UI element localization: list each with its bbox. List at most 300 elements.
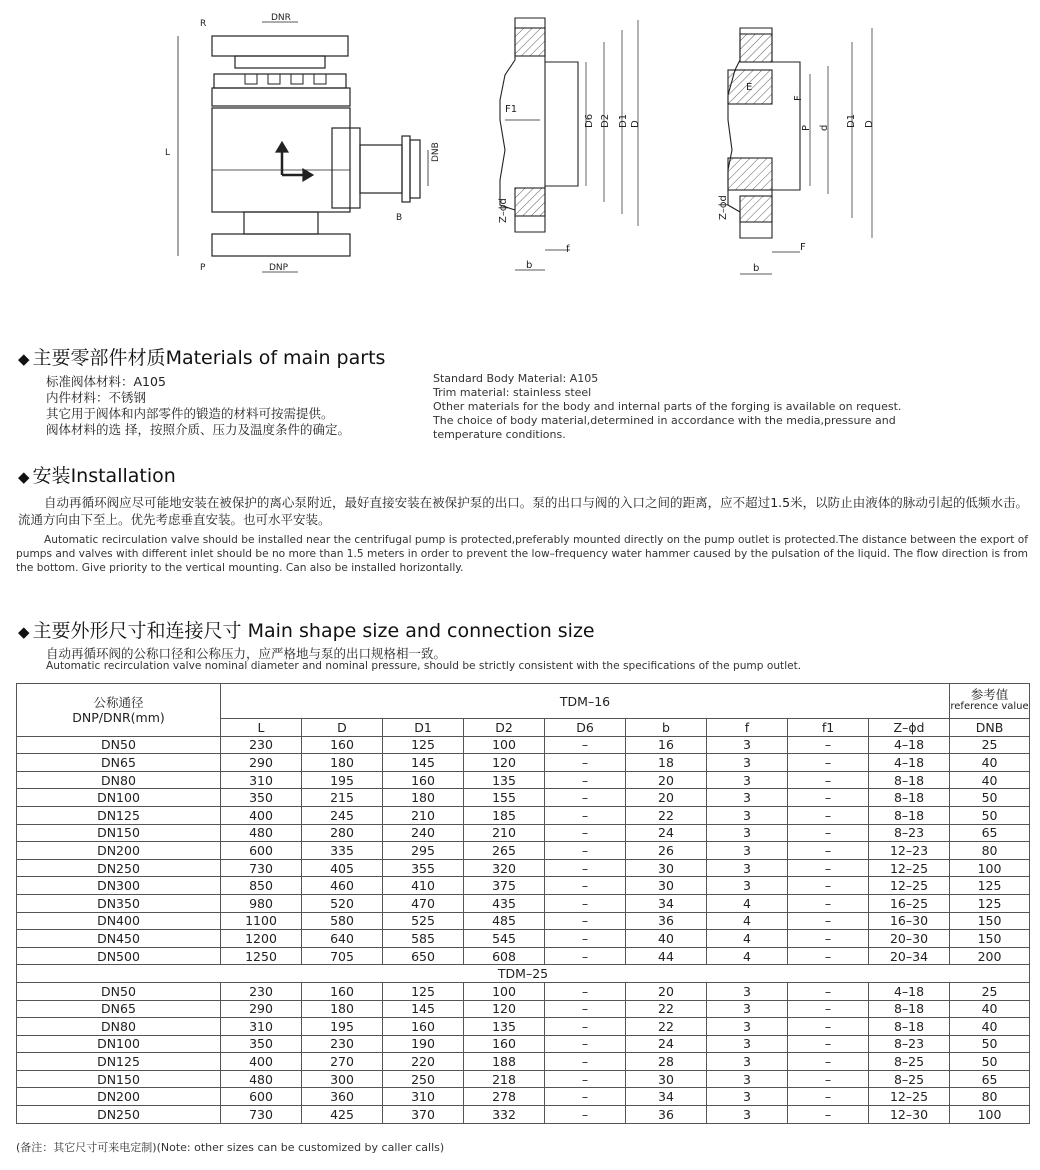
- table-cell: –: [788, 1000, 869, 1018]
- materials-en-line: The choice of body material,determined in accordance with the media,pressure and: [433, 414, 896, 427]
- nominal-header-cn: 公称通径: [93, 694, 144, 710]
- table-cell: 135: [464, 771, 545, 789]
- svg-text:DNR: DNR: [271, 13, 291, 23]
- table-cell: 25: [950, 982, 1030, 1000]
- table-cell: –: [788, 842, 869, 860]
- table-cell: 410: [383, 877, 464, 895]
- table-row: [17, 982, 1030, 1000]
- table-cell: 30: [626, 1070, 707, 1088]
- table-cell: 34: [626, 1088, 707, 1106]
- table-row: [17, 1053, 1030, 1071]
- table-cell: 310: [221, 1018, 302, 1036]
- table-cell: 16–30: [869, 912, 950, 930]
- table-cell: –: [545, 894, 626, 912]
- table-cell: 3: [707, 1018, 788, 1036]
- table-cell: 730: [221, 1106, 302, 1124]
- table-cell: 8–23: [869, 824, 950, 842]
- table-cell: 300: [302, 1070, 383, 1088]
- table-cell: 4–18: [869, 736, 950, 754]
- table-cell: –: [788, 912, 869, 930]
- table-cell: 400: [221, 806, 302, 824]
- materials-en-line: temperature conditions.: [433, 428, 566, 441]
- table-cell: 370: [383, 1106, 464, 1124]
- table-cell: 375: [464, 877, 545, 895]
- table-cell: 4: [707, 894, 788, 912]
- table-cell: –: [545, 789, 626, 807]
- table-cell: 705: [302, 947, 383, 965]
- nominal-size-cell: DN400: [17, 912, 221, 930]
- table-cell: 1250: [221, 947, 302, 965]
- table-row: [17, 877, 1030, 895]
- table-cell: 600: [221, 842, 302, 860]
- table-cell: –: [545, 824, 626, 842]
- table-cell: 12–25: [869, 1088, 950, 1106]
- table-cell: 188: [464, 1053, 545, 1071]
- nominal-size-cell: DN250: [17, 859, 221, 877]
- table-row: [17, 894, 1030, 912]
- table-cell: 40: [950, 771, 1030, 789]
- column-header: f: [707, 719, 788, 737]
- table-row: [17, 930, 1030, 948]
- nominal-size-cell: DN125: [17, 806, 221, 824]
- svg-text:b: b: [526, 260, 533, 271]
- nominal-size-cell: DN200: [17, 842, 221, 860]
- svg-text:F: F: [793, 95, 804, 101]
- table-cell: 36: [626, 912, 707, 930]
- table-row: [17, 754, 1030, 772]
- nominal-size-cell: DN450: [17, 930, 221, 948]
- valve-assembly-drawing: [178, 22, 428, 272]
- table-row: [17, 912, 1030, 930]
- table-cell: 18: [626, 754, 707, 772]
- table-cell: 20–30: [869, 930, 950, 948]
- nominal-size-cell: DN50: [17, 736, 221, 754]
- svg-text:D1: D1: [618, 113, 629, 128]
- table-cell: 360: [302, 1088, 383, 1106]
- table-cell: 195: [302, 771, 383, 789]
- table-cell: –: [788, 877, 869, 895]
- table-cell: 155: [464, 789, 545, 807]
- table-cell: 485: [464, 912, 545, 930]
- table-cell: 435: [464, 894, 545, 912]
- table-row: [17, 1070, 1030, 1088]
- table-cell: 580: [302, 912, 383, 930]
- table-cell: 335: [302, 842, 383, 860]
- table-cell: –: [788, 1035, 869, 1053]
- svg-text:B: B: [396, 213, 403, 223]
- table-row: [17, 1035, 1030, 1053]
- table-cell: 290: [221, 754, 302, 772]
- svg-text:d: d: [819, 124, 830, 131]
- materials-en-line: Standard Body Material: A105: [433, 372, 599, 385]
- table-cell: 8–18: [869, 806, 950, 824]
- column-header: b: [626, 719, 707, 737]
- materials-en-text: [433, 372, 993, 442]
- table-cell: 120: [464, 754, 545, 772]
- table-cell: 3: [707, 771, 788, 789]
- table-cell: –: [788, 754, 869, 772]
- table-cell: 30: [626, 877, 707, 895]
- table-cell: 585: [383, 930, 464, 948]
- table-cell: 1200: [221, 930, 302, 948]
- table-cell: –: [788, 771, 869, 789]
- svg-text:D: D: [864, 120, 875, 128]
- table-cell: 8–18: [869, 1018, 950, 1036]
- table-cell: 3: [707, 1088, 788, 1106]
- table-cell: 310: [221, 771, 302, 789]
- table-cell: 190: [383, 1035, 464, 1053]
- nominal-size-cell: DN250: [17, 1106, 221, 1124]
- table-cell: 215: [302, 789, 383, 807]
- table-row: [17, 824, 1030, 842]
- table-cell: 160: [464, 1035, 545, 1053]
- table-cell: 3: [707, 1000, 788, 1018]
- table-row: [17, 842, 1030, 860]
- table-cell: 290: [221, 1000, 302, 1018]
- diamond-bullet-icon: ◆: [18, 623, 30, 641]
- table-cell: 80: [950, 842, 1030, 860]
- table-cell: 50: [950, 1035, 1030, 1053]
- nominal-size-cell: DN100: [17, 1035, 221, 1053]
- table-cell: 4–18: [869, 754, 950, 772]
- nominal-size-cell: DN100: [17, 789, 221, 807]
- table-cell: 400: [221, 1053, 302, 1071]
- nominal-size-cell: DN50: [17, 982, 221, 1000]
- table-cell: –: [788, 1018, 869, 1036]
- table-cell: 520: [302, 894, 383, 912]
- svg-text:DNP: DNP: [269, 263, 289, 273]
- table-cell: 295: [383, 842, 464, 860]
- table-row: [17, 789, 1030, 807]
- table-cell: 50: [950, 1053, 1030, 1071]
- svg-text:Z–ϕd: Z–ϕd: [498, 198, 509, 223]
- table-cell: 20: [626, 982, 707, 1000]
- nominal-size-cell: DN500: [17, 947, 221, 965]
- table-cell: 160: [302, 982, 383, 1000]
- table-cell: 25: [950, 736, 1030, 754]
- table-cell: 8–18: [869, 1000, 950, 1018]
- table-cell: 245: [302, 806, 383, 824]
- table-cell: 100: [950, 859, 1030, 877]
- table-cell: 4–18: [869, 982, 950, 1000]
- table-cell: 525: [383, 912, 464, 930]
- table-cell: 730: [221, 859, 302, 877]
- nominal-diameter-header: [17, 684, 221, 737]
- materials-cn-line: 内件材料：不锈钢: [46, 390, 147, 405]
- table-cell: 40: [950, 754, 1030, 772]
- table-cell: 160: [302, 736, 383, 754]
- table-cell: –: [545, 1018, 626, 1036]
- table-cell: –: [545, 912, 626, 930]
- diamond-bullet-icon: ◆: [18, 468, 30, 486]
- table-cell: 270: [302, 1053, 383, 1071]
- column-header: L: [221, 719, 302, 737]
- table-cell: 200: [950, 947, 1030, 965]
- table-cell: 218: [464, 1070, 545, 1088]
- table-cell: 332: [464, 1106, 545, 1124]
- table-cell: 3: [707, 789, 788, 807]
- table-cell: 3: [707, 1035, 788, 1053]
- nominal-size-cell: DN350: [17, 894, 221, 912]
- column-header: D6: [545, 719, 626, 737]
- diamond-bullet-icon: ◆: [18, 350, 30, 368]
- table-cell: –: [545, 1053, 626, 1071]
- column-header: D1: [383, 719, 464, 737]
- table-cell: 145: [383, 1000, 464, 1018]
- table-cell: 40: [950, 1018, 1030, 1036]
- table-cell: 40: [950, 1000, 1030, 1018]
- table-cell: –: [545, 842, 626, 860]
- svg-text:L: L: [165, 148, 171, 158]
- table-cell: 480: [221, 824, 302, 842]
- svg-text:D6: D6: [584, 113, 595, 128]
- materials-cn-line: 标准阀体材料：A105: [46, 374, 166, 389]
- table-cell: 265: [464, 842, 545, 860]
- svg-text:D: D: [630, 120, 641, 128]
- table-cell: 20–34: [869, 947, 950, 965]
- table-cell: –: [545, 877, 626, 895]
- table-cell: –: [788, 736, 869, 754]
- table-cell: –: [545, 930, 626, 948]
- table-cell: –: [788, 1053, 869, 1071]
- table-cell: 125: [383, 982, 464, 1000]
- reference-header: [950, 684, 1030, 719]
- table-cell: 160: [383, 771, 464, 789]
- group-header: TDM–25: [17, 965, 1030, 983]
- table-cell: 460: [302, 877, 383, 895]
- table-row: [17, 947, 1030, 965]
- table-row: [17, 736, 1030, 754]
- nominal-size-cell: DN80: [17, 1018, 221, 1036]
- table-row: [17, 806, 1030, 824]
- table-cell: –: [545, 859, 626, 877]
- table-cell: 20: [626, 789, 707, 807]
- table-cell: 195: [302, 1018, 383, 1036]
- nominal-size-cell: DN200: [17, 1088, 221, 1106]
- table-cell: 425: [302, 1106, 383, 1124]
- materials-cn-line: 阀体材料的选 择，按照介质、压力及温度条件的确定。: [46, 422, 350, 437]
- table-cell: –: [545, 1070, 626, 1088]
- table-cell: 80: [950, 1088, 1030, 1106]
- table-cell: 3: [707, 824, 788, 842]
- table-cell: –: [545, 1035, 626, 1053]
- table-cell: 22: [626, 1018, 707, 1036]
- nominal-size-cell: DN150: [17, 824, 221, 842]
- table-cell: 36: [626, 1106, 707, 1124]
- table-cell: 4: [707, 930, 788, 948]
- table-cell: 28: [626, 1053, 707, 1071]
- table-cell: 8–18: [869, 771, 950, 789]
- table-cell: 100: [950, 1106, 1030, 1124]
- table-cell: 350: [221, 789, 302, 807]
- table-cell: 22: [626, 1000, 707, 1018]
- table-cell: –: [545, 1106, 626, 1124]
- technical-drawings: [0, 0, 1040, 300]
- svg-text:b: b: [753, 263, 760, 274]
- table-cell: 100: [464, 736, 545, 754]
- reference-header-cn: 参考值: [970, 687, 1009, 702]
- table-cell: 980: [221, 894, 302, 912]
- table-cell: 44: [626, 947, 707, 965]
- table-cell: 12–25: [869, 859, 950, 877]
- table-row: [17, 1018, 1030, 1036]
- svg-text:D1: D1: [846, 113, 857, 128]
- table-cell: 8–18: [869, 789, 950, 807]
- table-cell: 12–30: [869, 1106, 950, 1124]
- table-cell: –: [545, 982, 626, 1000]
- table-cell: 26: [626, 842, 707, 860]
- svg-text:DNB: DNB: [431, 142, 441, 162]
- table-cell: 8–25: [869, 1053, 950, 1071]
- column-header: Z–ϕd: [869, 719, 950, 737]
- table-cell: 230: [302, 1035, 383, 1053]
- table-cell: –: [545, 1088, 626, 1106]
- footnote: (备注：其它尺寸可来电定制)(Note: other sizes can be customized by caller calls): [16, 1141, 445, 1154]
- table-cell: –: [788, 1070, 869, 1088]
- svg-text:E: E: [746, 82, 753, 93]
- svg-text:F1: F1: [505, 104, 518, 115]
- svg-text:F: F: [800, 242, 806, 253]
- group-header-tdm16: TDM–16: [221, 684, 950, 719]
- table-cell: 20: [626, 771, 707, 789]
- table-cell: 210: [383, 806, 464, 824]
- table-cell: 4: [707, 947, 788, 965]
- installation-heading: ◆ 安装Installation: [18, 465, 176, 487]
- table-cell: 3: [707, 754, 788, 772]
- table-row: [17, 771, 1030, 789]
- nominal-size-cell: DN300: [17, 877, 221, 895]
- table-cell: –: [788, 859, 869, 877]
- sizes-cn-note: 自动再循环阀的公称口径和公称压力，应严格地与泵的出口规格相一致。: [46, 646, 447, 661]
- table-cell: 4: [707, 912, 788, 930]
- table-cell: 350: [221, 1035, 302, 1053]
- materials-heading: ◆ 主要零部件材质Materials of main parts: [18, 347, 386, 369]
- table-cell: 3: [707, 1070, 788, 1088]
- table-cell: 40: [626, 930, 707, 948]
- table-cell: 220: [383, 1053, 464, 1071]
- table-row: [17, 1000, 1030, 1018]
- nominal-size-cell: DN65: [17, 1000, 221, 1018]
- table-cell: 12–25: [869, 877, 950, 895]
- table-cell: 16–25: [869, 894, 950, 912]
- table-cell: –: [788, 1088, 869, 1106]
- dimensions-table: [16, 683, 1030, 1124]
- table-cell: 180: [383, 789, 464, 807]
- table-cell: 3: [707, 982, 788, 1000]
- table-cell: 125: [383, 736, 464, 754]
- table-cell: 125: [950, 894, 1030, 912]
- table-cell: –: [788, 947, 869, 965]
- svg-text:D2: D2: [600, 113, 611, 128]
- flange-drawing-2: [728, 28, 872, 274]
- table-cell: 480: [221, 1070, 302, 1088]
- table-cell: 135: [464, 1018, 545, 1036]
- svg-text:f: f: [566, 244, 570, 255]
- table-cell: 120: [464, 1000, 545, 1018]
- nominal-size-cell: DN125: [17, 1053, 221, 1071]
- table-cell: –: [788, 824, 869, 842]
- svg-text:P: P: [801, 124, 812, 131]
- table-cell: 608: [464, 947, 545, 965]
- materials-cn-line: 其它用于阀体和内部零件的锻造的材料可按需提供。: [46, 406, 334, 421]
- table-cell: 65: [950, 824, 1030, 842]
- table-cell: 320: [464, 859, 545, 877]
- column-header: D: [302, 719, 383, 737]
- table-cell: 470: [383, 894, 464, 912]
- table-cell: 850: [221, 877, 302, 895]
- table-cell: 1100: [221, 912, 302, 930]
- group-header-row: [17, 965, 1030, 983]
- table-cell: 65: [950, 1070, 1030, 1088]
- sizes-en-note: Automatic recirculation valve nominal diameter and nominal pressure, should be strictly consistent with the specifications of the pump outlet.: [46, 660, 802, 672]
- table-cell: 8–23: [869, 1035, 950, 1053]
- column-header: D2: [464, 719, 545, 737]
- table-cell: –: [545, 736, 626, 754]
- table-cell: 16: [626, 736, 707, 754]
- table-cell: 12–23: [869, 842, 950, 860]
- table-row: [17, 1088, 1030, 1106]
- installation-cn-text: 自动再循环阀应尽可能地安装在被保护的离心泵附近，最好直接安装在被保护泵的出口。泵的出口与阀的入口之间的距离，应不超过1.5米，以防止由液体的脉动引起的低频水击。流通方向由下至上。优先考虑垂直安装。也可水平安装。: [18, 495, 1028, 527]
- svg-text:Z–ϕd: Z–ϕd: [718, 195, 729, 220]
- installation-en-text: Automatic recirculation valve should be installed near the centrifugal pump is protected,preferably mounted directly on the pump outlet is protected.The distance between the export of pumps and valves with different inlet should be no more than 1.5 meters in order to prevent the low–frequency water hammer caused by the pulsation of the liquid. The flow direction is from the bottom. Give priority to the vertical mounting. Can also be installed horizontally.: [16, 534, 1028, 574]
- table-cell: 50: [950, 806, 1030, 824]
- table-cell: 180: [302, 754, 383, 772]
- table-cell: 230: [221, 736, 302, 754]
- table-cell: 145: [383, 754, 464, 772]
- table-cell: 3: [707, 806, 788, 824]
- table-cell: –: [788, 982, 869, 1000]
- table-cell: 640: [302, 930, 383, 948]
- table-cell: 280: [302, 824, 383, 842]
- materials-en-line: Other materials for the body and internal parts of the forging is available on request.: [433, 400, 902, 413]
- column-header: f1: [788, 719, 869, 737]
- table-cell: 50: [950, 789, 1030, 807]
- table-cell: –: [788, 894, 869, 912]
- table-cell: 405: [302, 859, 383, 877]
- table-cell: 250: [383, 1070, 464, 1088]
- table-cell: 30: [626, 859, 707, 877]
- table-cell: 150: [950, 930, 1030, 948]
- sizes-heading: ◆ 主要外形尺寸和连接尺寸 Main shape size and connection size: [18, 620, 595, 642]
- nominal-size-cell: DN80: [17, 771, 221, 789]
- table-cell: 3: [707, 1106, 788, 1124]
- table-cell: 210: [464, 824, 545, 842]
- table-cell: 600: [221, 1088, 302, 1106]
- table-cell: 3: [707, 1053, 788, 1071]
- table-cell: 278: [464, 1088, 545, 1106]
- svg-text:P: P: [200, 263, 206, 273]
- table-cell: 230: [221, 982, 302, 1000]
- table-cell: –: [788, 789, 869, 807]
- table-cell: 3: [707, 877, 788, 895]
- table-cell: 545: [464, 930, 545, 948]
- table-cell: 22: [626, 806, 707, 824]
- table-cell: 34: [626, 894, 707, 912]
- table-cell: –: [545, 771, 626, 789]
- table-cell: –: [545, 1000, 626, 1018]
- table-cell: –: [545, 806, 626, 824]
- table-cell: –: [788, 930, 869, 948]
- table-row: [17, 859, 1030, 877]
- table-cell: –: [788, 806, 869, 824]
- svg-text:R: R: [200, 19, 207, 29]
- table-cell: 100: [464, 982, 545, 1000]
- table-cell: 125: [950, 877, 1030, 895]
- table-cell: 24: [626, 824, 707, 842]
- table-cell: –: [545, 947, 626, 965]
- nominal-size-cell: DN65: [17, 754, 221, 772]
- table-cell: 3: [707, 736, 788, 754]
